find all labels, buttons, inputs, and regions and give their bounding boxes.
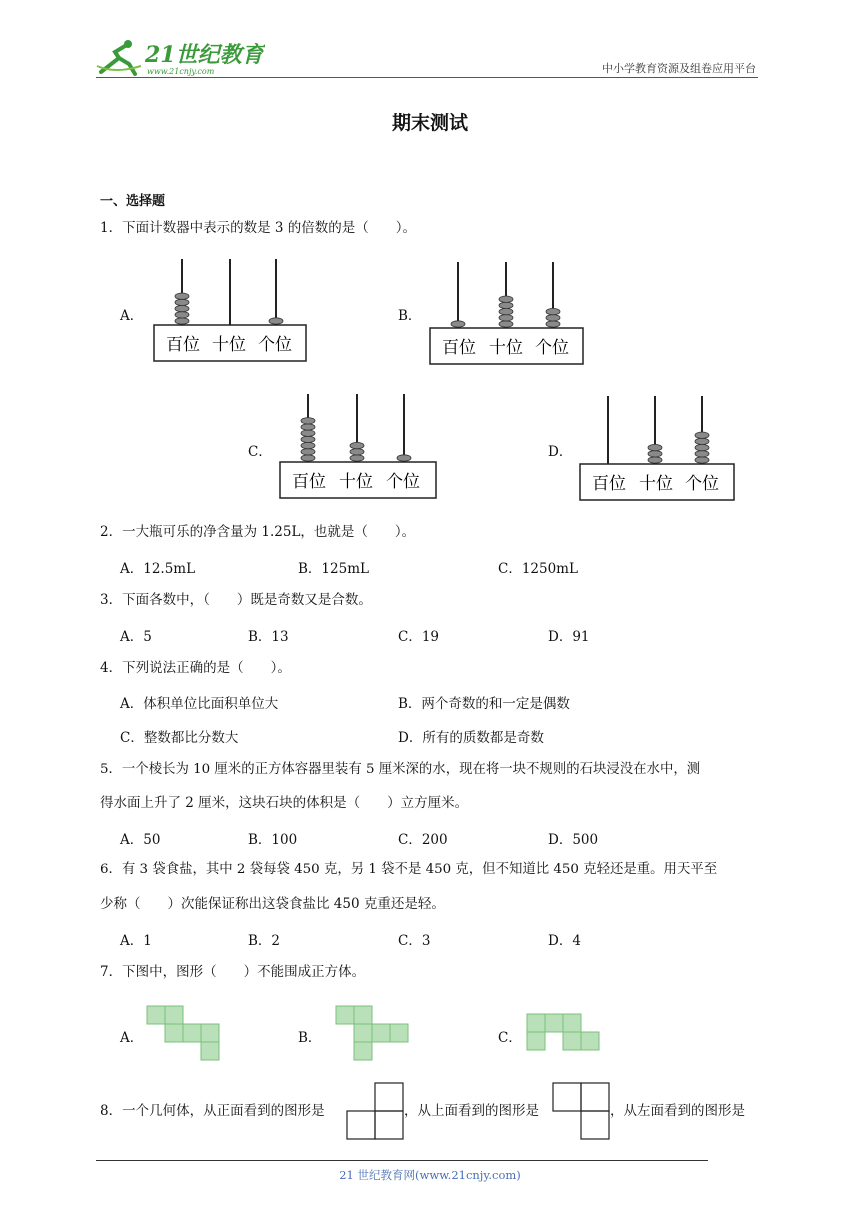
abacus-bead <box>301 424 315 430</box>
question-5-line-2: 得水面上升了 2 厘米，这块石块的体积是（ ）立方厘米。 <box>100 795 469 811</box>
q6-option-c: C．3 <box>398 933 431 949</box>
abacus-bead <box>350 442 364 448</box>
abacus-c <box>276 390 440 502</box>
abacus-bead <box>350 455 364 461</box>
abacus-bead <box>499 302 513 308</box>
question-8-part-3: ，从左面看到的图形是 <box>610 1103 745 1119</box>
q7-option-c: C． <box>498 1030 522 1046</box>
abacus-bead <box>175 312 189 318</box>
abacus-bead <box>301 430 315 436</box>
q7-option-b: B． <box>298 1030 322 1046</box>
abacus-bead <box>175 305 189 311</box>
q7-option-a: A． <box>120 1030 144 1046</box>
front-view-figure <box>346 1082 406 1142</box>
svg-text:个位: 个位 <box>685 474 719 494</box>
q2-option-c: C．1250mL <box>498 561 578 577</box>
abacus-bead <box>451 321 465 327</box>
abacus-bead <box>499 321 513 327</box>
svg-text:个位: 个位 <box>258 335 292 355</box>
abacus-bead <box>695 451 709 457</box>
abacus-bead <box>499 308 513 314</box>
q4-option-d: D．所有的质数都是奇数 <box>398 730 544 746</box>
abacus-bead <box>301 436 315 442</box>
abacus-bead <box>301 418 315 424</box>
q5-option-b: B．100 <box>248 832 298 848</box>
q4-option-b: B．两个奇数的和一定是偶数 <box>398 696 570 712</box>
abacus-a <box>150 255 310 365</box>
svg-text:十位: 十位 <box>339 472 373 492</box>
q4-option-a: A．体积单位比面积单位大 <box>120 696 279 712</box>
abacus-bead <box>175 293 189 299</box>
abacus-bead <box>546 321 560 327</box>
abacus-bead <box>350 449 364 455</box>
runner-icon <box>97 40 141 74</box>
footer-divider <box>96 1160 708 1161</box>
svg-text:个位: 个位 <box>386 472 420 492</box>
abacus-bead <box>648 457 662 463</box>
cube-net-a <box>146 1005 222 1063</box>
svg-text:个位: 个位 <box>535 338 569 358</box>
abacus-bead <box>175 318 189 324</box>
svg-text:百位: 百位 <box>592 474 626 494</box>
q3-option-d: D．91 <box>548 629 590 645</box>
q6-option-d: D．4 <box>548 933 581 949</box>
abacus-b <box>425 258 587 368</box>
abacus-bead <box>499 296 513 302</box>
abacus-bead <box>695 432 709 438</box>
abacus-bead <box>397 455 411 461</box>
svg-text:百位: 百位 <box>292 472 326 492</box>
question-8-part-1: 8．一个几何体，从正面看到的图形是 <box>100 1103 325 1119</box>
q4-option-c: C．整数都比分数大 <box>120 730 239 746</box>
q3-option-b: B．13 <box>248 629 289 645</box>
abacus-bead <box>269 318 283 324</box>
question-1: 1．下面计数器中表示的数是 3 的倍数的是（ ）。 <box>100 220 417 236</box>
q5-option-d: D．500 <box>548 832 599 848</box>
q5-option-a: A．50 <box>120 832 161 848</box>
site-logo <box>95 36 265 80</box>
abacus-bead <box>301 455 315 461</box>
svg-text:十位: 十位 <box>639 474 673 494</box>
svg-text:百位: 百位 <box>166 335 200 355</box>
abacus-bead <box>546 308 560 314</box>
top-view-figure <box>552 1082 612 1142</box>
q6-option-a: A．1 <box>120 933 152 949</box>
q2-option-b: B．125mL <box>298 561 369 577</box>
question-4: 4．下列说法正确的是（ ）。 <box>100 660 291 676</box>
q2-option-a: A．12.5mL <box>120 561 196 577</box>
abacus-bead <box>695 444 709 450</box>
question-2: 2．一大瓶可乐的净含量为 1.25L，也就是（ ）。 <box>100 524 416 540</box>
abacus-bead <box>499 315 513 321</box>
header-divider <box>96 77 758 78</box>
footer-link[interactable]: 21 世纪教育网(www.21cnjy.com) <box>339 1168 521 1182</box>
q5-option-c: C．200 <box>398 832 448 848</box>
q1-option-d-label: D． <box>548 444 573 460</box>
abacus-bead <box>695 457 709 463</box>
page-title: 期末测试 <box>391 112 468 134</box>
section-heading: 一、选择题 <box>100 194 166 209</box>
abacus-bead <box>695 438 709 444</box>
svg-text:十位: 十位 <box>212 335 246 355</box>
cube-net-b <box>335 1005 411 1063</box>
question-6-line-1: 6．有 3 袋食盐，其中 2 袋每袋 450 克，另 1 袋不是 450 克，但不知道比 450 克轻还是重。用天平至 <box>100 862 718 877</box>
svg-text:www.21cnjy.com: www.21cnjy.com <box>147 67 215 76</box>
abacus-bead <box>648 444 662 450</box>
abacus-bead <box>546 315 560 321</box>
abacus-bead <box>648 451 662 457</box>
question-6-line-2: 少称（ ）次能保证称出这袋食盐比 450 克重还是轻。 <box>100 896 445 912</box>
q1-option-a-label: A． <box>120 308 144 324</box>
q3-option-a: A．5 <box>120 629 152 645</box>
q6-option-b: B．2 <box>248 933 281 949</box>
q1-option-c-label: C． <box>248 444 272 460</box>
q3-option-c: C．19 <box>398 629 440 645</box>
q1-option-b-label: B． <box>398 308 422 324</box>
svg-text:十位: 十位 <box>489 338 523 358</box>
abacus-d <box>576 392 740 504</box>
svg-text:21世纪教育: 21世纪教育 <box>145 42 264 68</box>
abacus-bead <box>301 449 315 455</box>
svg-text:百位: 百位 <box>442 338 476 358</box>
question-3: 3．下面各数中，（ ）既是奇数又是合数。 <box>100 592 372 608</box>
abacus-bead <box>301 442 315 448</box>
question-5-line-1: 5．一个棱长为 10 厘米的正方体容器里装有 5 厘米深的水，现在将一块不规则的石块浸没在水中，测 <box>100 762 701 777</box>
abacus-bead <box>175 299 189 305</box>
question-8-part-2: ，从上面看到的图形是 <box>404 1103 539 1119</box>
platform-name: 中小学教育资源及组卷应用平台 <box>602 62 756 75</box>
cube-net-c <box>526 1013 602 1053</box>
question-7: 7．下图中，图形（ ）不能围成正方体。 <box>100 964 366 980</box>
